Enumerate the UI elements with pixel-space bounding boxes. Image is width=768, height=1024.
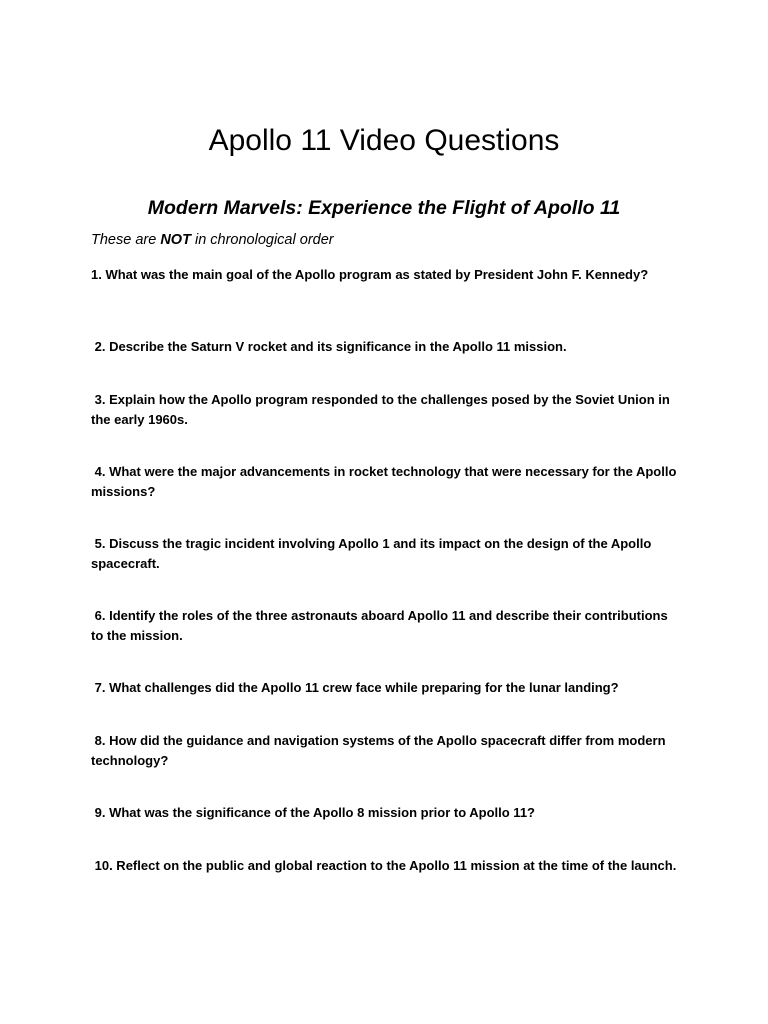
- page-subtitle: Modern Marvels: Experience the Flight of Apollo 11: [147, 197, 621, 219]
- question-item-9: 9. What was the significance of the Apollo 8 mission prior to Apollo 11?: [91, 805, 535, 820]
- order-note-prefix: These are: [91, 232, 161, 248]
- question-item-5: 5. Discuss the tragic incident involving Apollo 1 and its impact on the design of the Apollo spacecraft.: [91, 536, 655, 571]
- question-item-7: 7. What challenges did the Apollo 11 crew face while preparing for the lunar landing?: [91, 680, 619, 695]
- order-note: [91, 230, 334, 250]
- question-item-2: 2. Describe the Saturn V rocket and its significance in the Apollo 11 mission.: [91, 339, 567, 354]
- order-note-emphasis: NOT: [160, 232, 191, 248]
- order-note-suffix: in chronological order: [190, 232, 334, 248]
- question-item-8: 8. How did the guidance and navigation systems of the Apollo spacecraft differ from modern technology?: [91, 733, 670, 768]
- question-item-4: 4. What were the major advancements in rocket technology that were necessary for the Apollo missions?: [91, 464, 681, 499]
- question-item-10: 10. Reflect on the public and global reaction to the Apollo 11 mission at the time of the launch.: [91, 858, 677, 873]
- question-item-6: 6. Identify the roles of the three astronauts aboard Apollo 11 and describe their contributions to the mission.: [91, 608, 672, 643]
- question-item-1: 1. What was the main goal of the Apollo program as stated by President John F. Kennedy?: [91, 267, 649, 282]
- page-title: Apollo 11 Video Questions: [208, 124, 560, 157]
- question-item-3: 3. Explain how the Apollo program responded to the challenges posed by the Soviet Union in the early 1960s.: [91, 392, 674, 427]
